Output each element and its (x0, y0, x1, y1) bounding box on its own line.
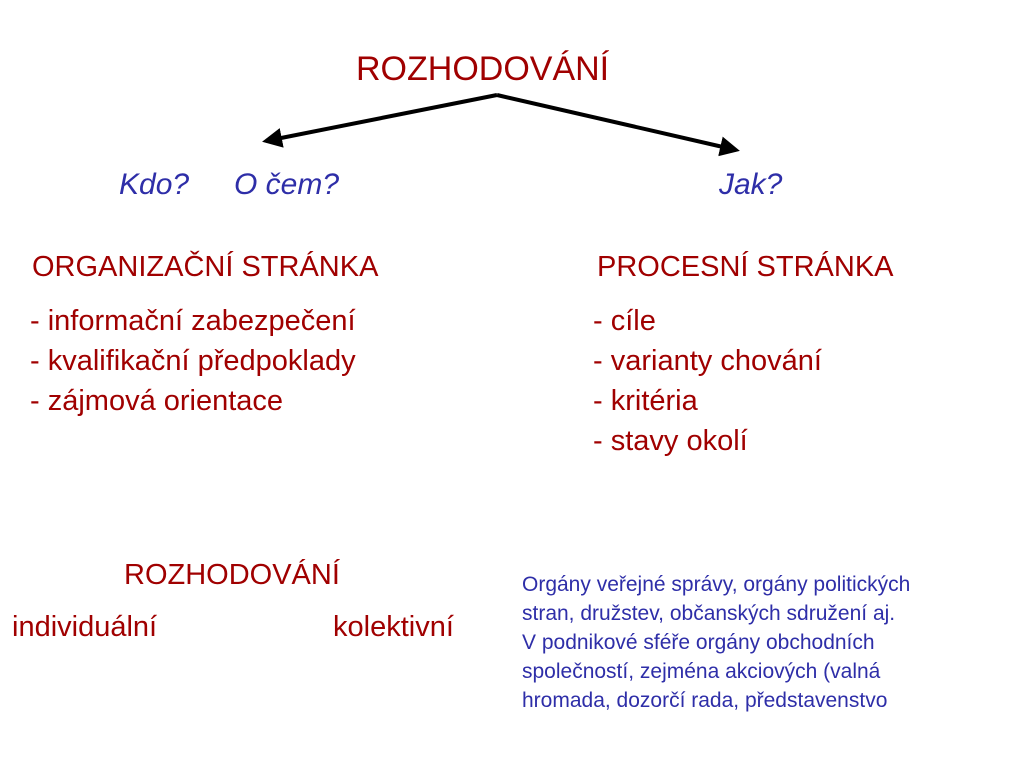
list-item: - kritéria (593, 385, 698, 417)
note-line: společností, zejména akciových (valná (522, 660, 881, 683)
question-about-what: O čem? (234, 168, 340, 201)
organizational-heading: ORGANIZAČNÍ STRÁNKA (32, 251, 379, 283)
note-line: V podnikové sféře orgány obchodních (522, 631, 875, 654)
question-who: Kdo? (119, 168, 190, 201)
organizational-list (30, 301, 356, 421)
list-item: - varianty chování (593, 345, 822, 377)
decision-collective: kolektivní (333, 611, 454, 643)
decision-individual: individuální (12, 611, 158, 643)
question-how: Jak? (719, 168, 783, 201)
list-item: - informační zabezpečení (30, 305, 356, 337)
note-text (522, 570, 910, 715)
note-line: hromada, dozorčí rada, představenstvo (522, 689, 888, 712)
process-list (593, 301, 822, 461)
decision-types-title: ROZHODOVÁNÍ (124, 559, 340, 591)
process-heading: PROCESNÍ STRÁNKA (597, 251, 894, 283)
note-line: Orgány veřejné správy, orgány politických (522, 573, 911, 596)
arrow-left-icon (266, 95, 497, 141)
list-item: - kvalifikační předpoklady (30, 345, 356, 377)
list-item: - cíle (593, 305, 656, 337)
note-line: stran, družstev, občanských sdružení aj. (522, 602, 896, 625)
arrow-right-icon (497, 95, 736, 150)
main-title: ROZHODOVÁNÍ (356, 50, 610, 88)
list-item: - stavy okolí (593, 425, 748, 457)
list-item: - zájmová orientace (30, 385, 284, 417)
